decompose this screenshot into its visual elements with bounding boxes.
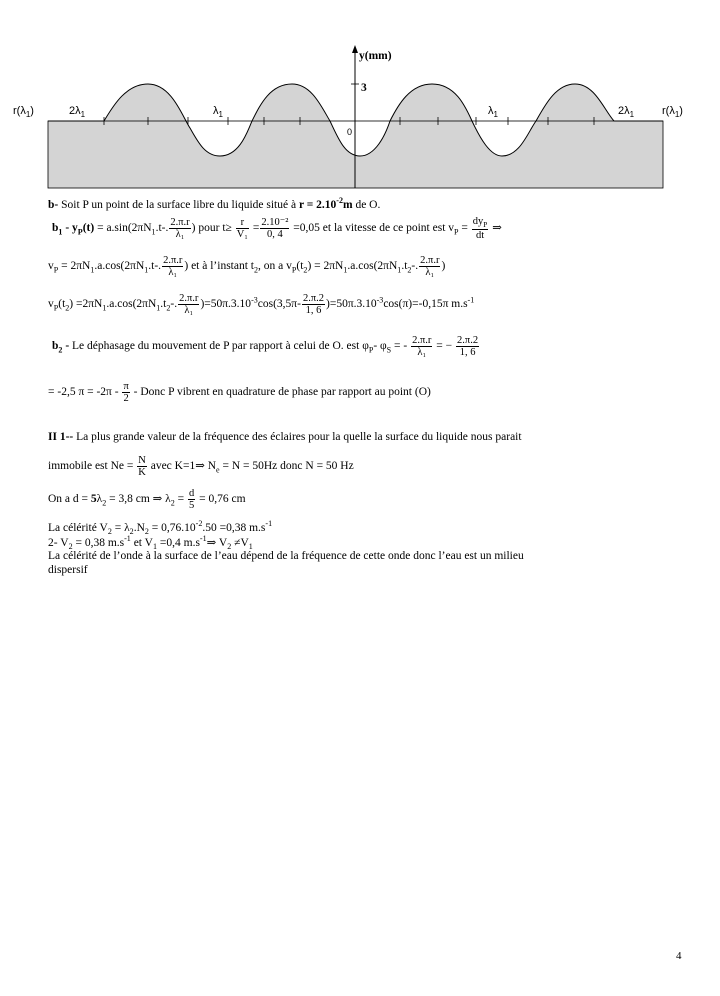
celerite-line: La célérité $V_2 = \lambda_2.N_2 = 0,76.10^{-2}.50 =0,38$ $m.s^{-1}$ bbox=[48, 519, 273, 537]
x-label-left-l: $\lambda_1$ bbox=[213, 105, 223, 119]
fraction: $\frac{2.\pi.r}{\text{λ₁}}$ bbox=[163, 255, 183, 279]
vp-equation: $v_P = 2\pi N_1.a.\cos(2\pi N_1.t-$. $\frac{2.\pi.r}{\text{λ₁}}$ ) et à l’instant $t_2$, on a $v_P(t_2) = 2\pi N_1.a.\cos(2\pi N_1.t_2-$. $\frac{2.\pi.r}{\text{λ₁}}$ ) bbox=[48, 255, 446, 279]
wave-graph bbox=[0, 0, 720, 195]
fraction: $\frac{\text{2.10⁻²}}{0, 4}$ bbox=[261, 216, 289, 240]
fraction: $\frac{2.\pi.2}{1, 6}$ bbox=[302, 293, 324, 317]
conclusion-line2: dispersif bbox=[48, 564, 88, 576]
b2-label: $b_2$ - bbox=[52, 340, 73, 355]
vp-t2-equation: $v_P(t_2) =2\pi N_1.a.\cos(2\pi N_1.t_2-$. $\frac{2.\pi.r}{\text{λ₁}}$ )$=50\pi.3.10^{-3}\cos(3,5\pi-$ $\frac{2.\pi.2}{1, 6}$ )$=50\pi.3.10^{-3}\cos(\pi)=-0,15\pi$ $m.s^{-1}$ bbox=[48, 293, 475, 317]
part2-question1: II 1-- La plus grande valeur de la fréquence des éclaires pour la quelle la surface du liquide nous parait bbox=[48, 431, 522, 443]
b1-label: $b_1 - y_P(t)$ bbox=[52, 222, 95, 237]
x-axis-label-right: $r(\lambda_1)$ bbox=[662, 105, 683, 119]
page-number: 4 bbox=[676, 950, 682, 962]
b2-phase: $b_2$ - Le déphasage du mouvement de P par rapport à celui de O. est $\varphi_P-$ $\varphi_S$ = - $\frac{2.\pi.r}{\text{λ₁}}$ = − $\frac{2.\pi.2}{1, 6}$ bbox=[52, 335, 479, 359]
y-axis-arrow bbox=[352, 45, 358, 53]
x-axis-label-left: $r(\lambda_1)$ bbox=[13, 105, 34, 119]
fraction: $\frac{2.\pi.r}{\text{λ₁}}$ bbox=[420, 255, 440, 279]
x-label-left-2l: $2\lambda_1$ bbox=[69, 105, 86, 119]
x-label-right-l: $\lambda_1$ bbox=[488, 105, 498, 119]
y-tick-3-label: 3 bbox=[361, 82, 367, 94]
b1-equation: $b_1 - y_P(t) = a.\sin(2\pi N_1.t-$. $\frac{2.\pi.r}{\text{λ₁}}$ ) pour t≥ $\frac{r}{\text{V₁}}$ = $\frac{\text{2.10⁻²}}{0, 4}$ =0,05 et la vitesse de ce point est $v_P$ = $\frac{dy_P}{dt}$ ⇒ bbox=[52, 216, 502, 241]
b-bold-r: $r = 2.10^{-2}m$ bbox=[298, 196, 353, 211]
part2-label: II 1-- bbox=[48, 431, 74, 443]
b-intro bbox=[48, 196, 380, 211]
question2-line: 2- $V_2 = 0,38$ $m.s^{-1}$ et $V_1 =0,4$ $m.s^{-1}\Rightarrow$ $V_2 \ne V_1$ bbox=[48, 534, 253, 552]
fraction: $\frac{2.\pi.r}{\text{λ₁}}$ bbox=[170, 216, 190, 240]
fraction: $\frac{2.\pi.r}{\text{λ₁}}$ bbox=[412, 335, 432, 359]
fraction: $\frac{dy_P}{dt}$ bbox=[472, 216, 488, 241]
x-label-right-2l: $2\lambda_1$ bbox=[618, 105, 635, 119]
fraction: $\frac{2.\pi.r}{\text{λ₁}}$ bbox=[179, 293, 199, 317]
y-axis-label: y(mm) bbox=[359, 50, 392, 62]
fraction: $\frac{\pi}{2}$ bbox=[123, 381, 129, 405]
part2-ne: immobile est Ne = $\frac{N}{K}$ avec K=1⇒ $N_e = N = 50Hz$ donc N = 50 Hz bbox=[48, 455, 354, 479]
lambda-line: On a $d = 5\lambda_2 = 3,8$ cm ⇒ $\lambda_2$ = $\frac{d}{5}$ = 0,76 cm bbox=[48, 488, 246, 512]
fraction: $\frac{N}{K}$ bbox=[138, 455, 146, 479]
b-label: b- bbox=[48, 198, 59, 211]
b-text2: de O. bbox=[352, 198, 381, 211]
fraction: $\frac{d}{5}$ bbox=[189, 488, 195, 512]
b-text1: Soit P un point de la surface libre du liquide situé à bbox=[58, 198, 299, 211]
origin-label: 0 bbox=[347, 127, 353, 137]
conclusion-line1: La célérité de l’onde à la surface de l’eau dépend de la fréquence de cette onde donc l’eau est un milieu bbox=[48, 550, 524, 562]
fraction: $\frac{2.\pi.2}{1, 6}$ bbox=[457, 335, 479, 359]
fraction: $\frac{r}{\text{V₁}}$ bbox=[236, 216, 248, 240]
b2-conclusion: = -2,5 π = -2π - $\frac{\pi}{2}$ - Donc P vibrent en quadrature de phase par rapport au point (O) bbox=[48, 381, 431, 405]
